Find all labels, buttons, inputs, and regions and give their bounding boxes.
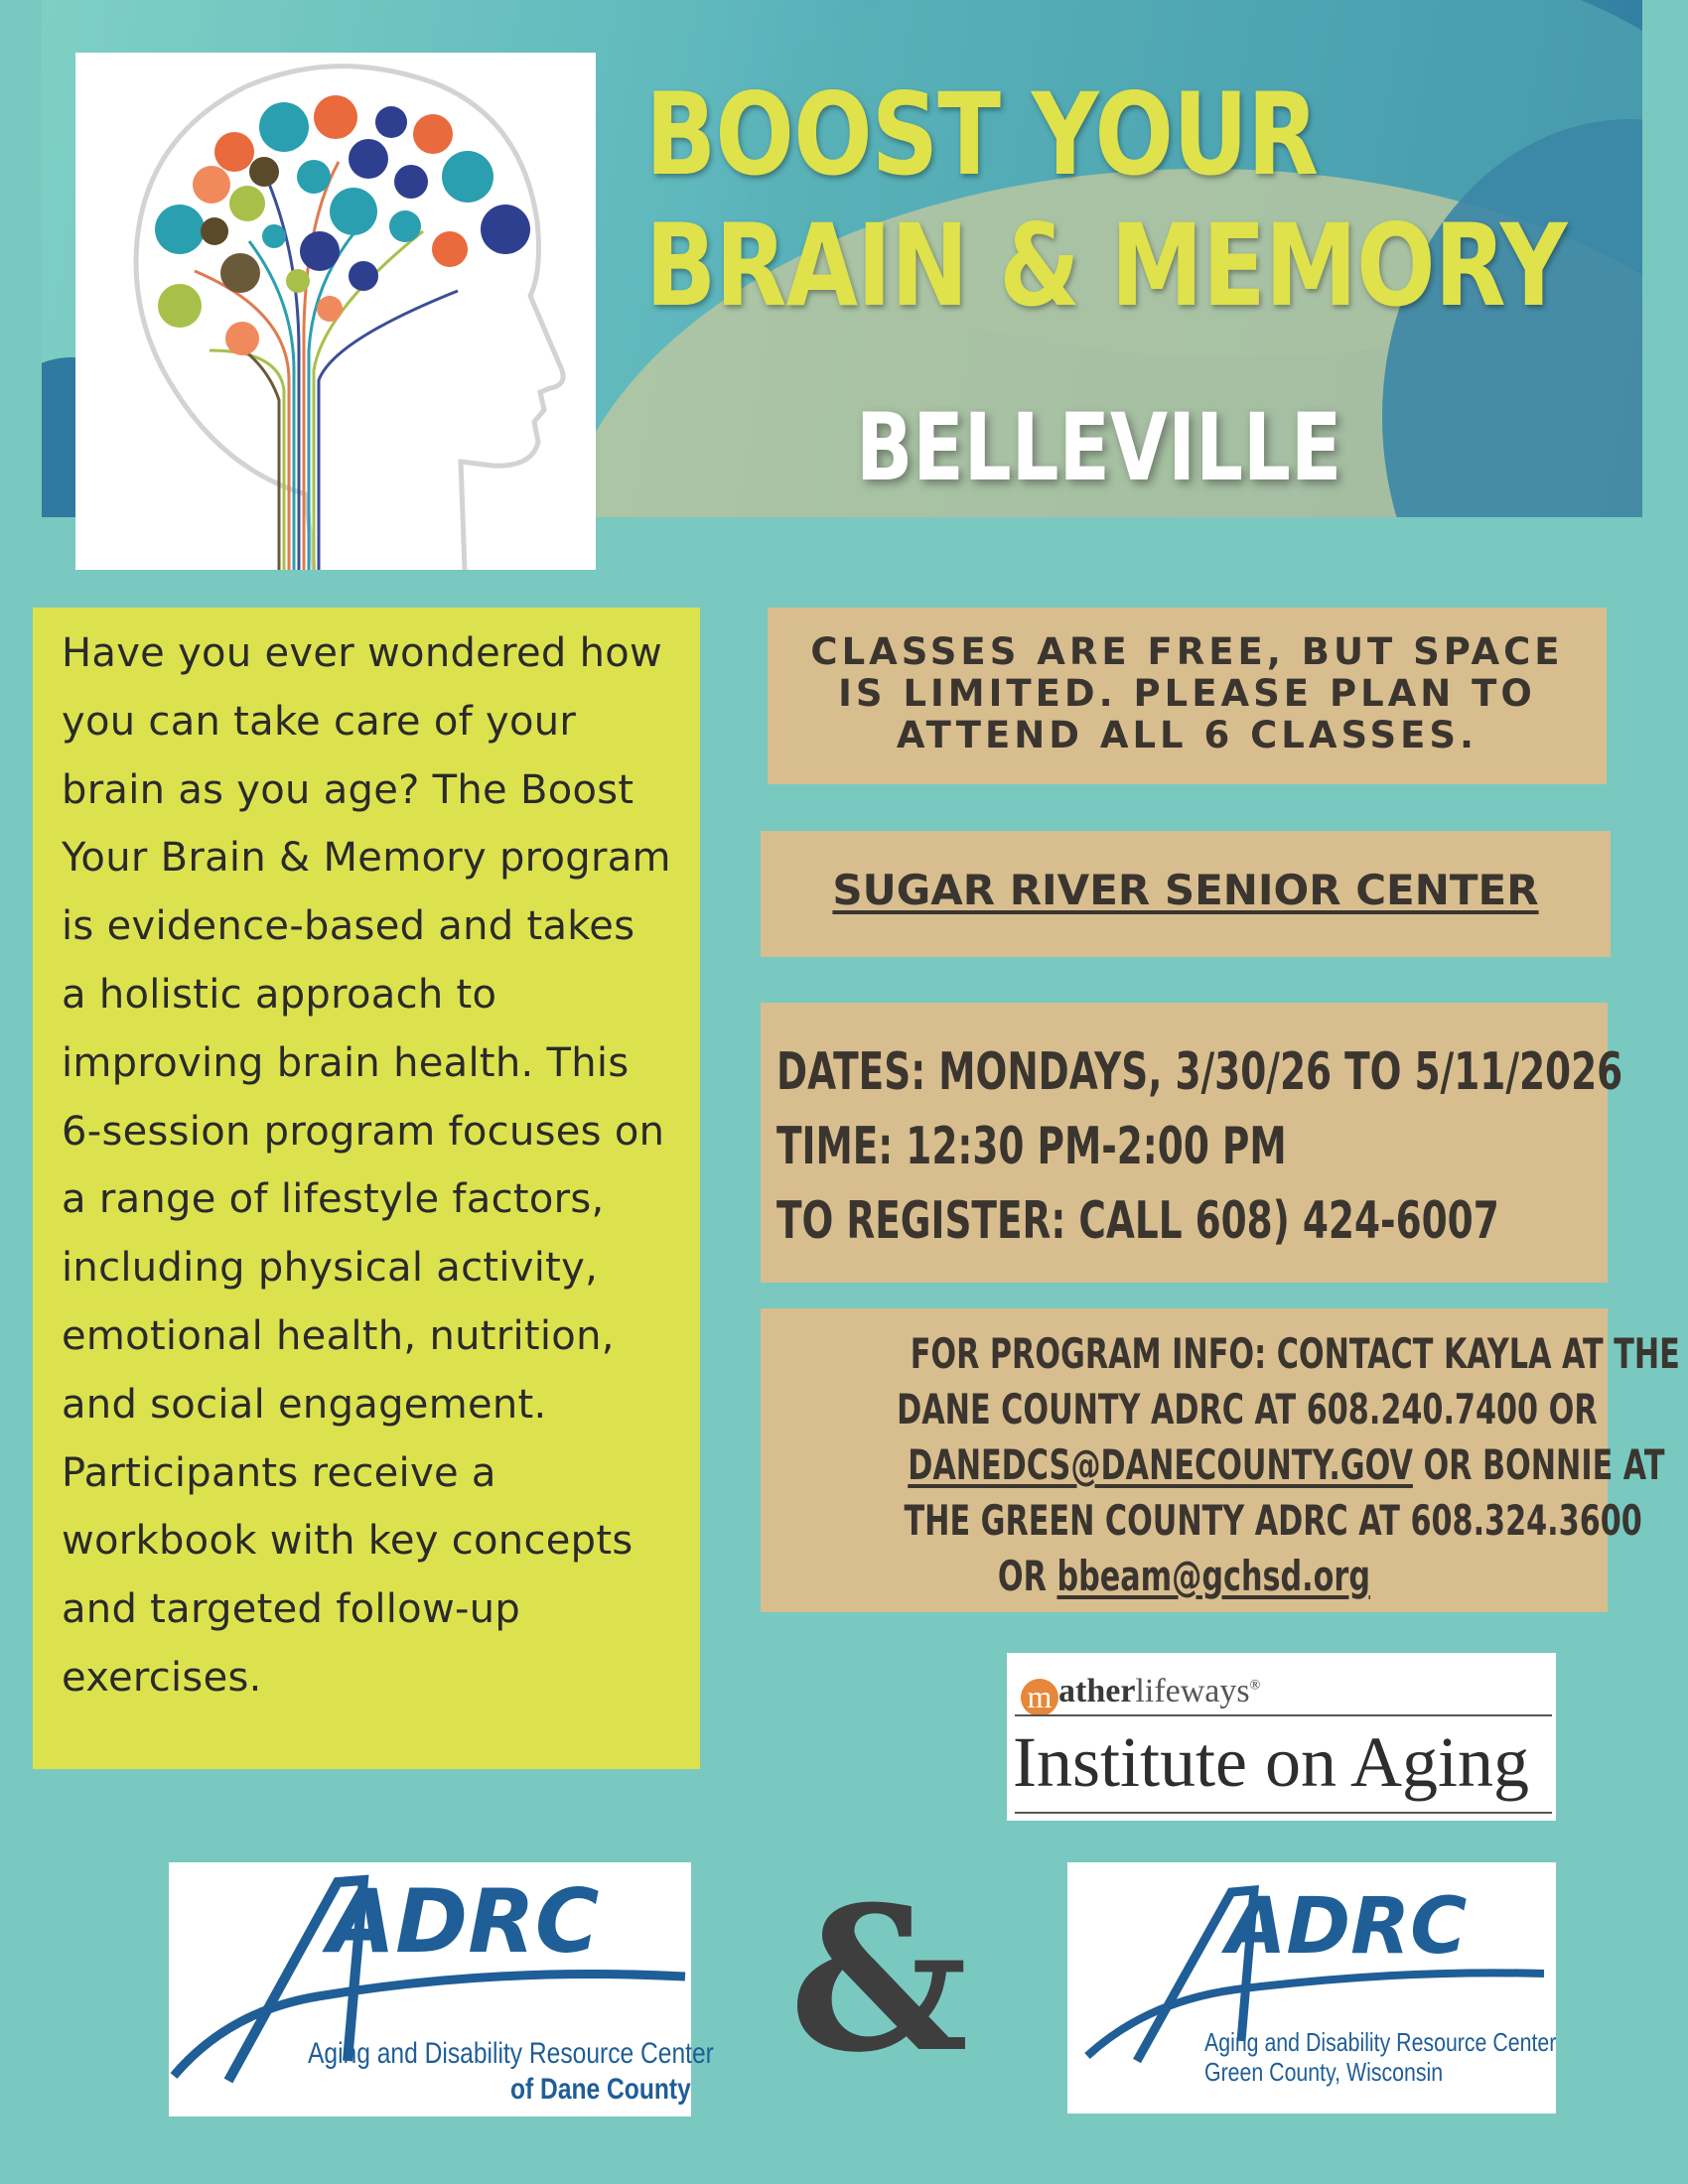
brain-tree-icon bbox=[75, 53, 596, 570]
contact-line-3: OR BONNIE AT bbox=[1412, 1440, 1665, 1489]
contact-line-5-prefix: OR bbox=[997, 1552, 1057, 1600]
venue-panel bbox=[761, 831, 1611, 957]
adrc-dane-subtitle: Aging and Disability Resource Center bbox=[308, 2037, 714, 2070]
schedule-time: TIME: 12:30 PM-2:00 PM bbox=[776, 1117, 1287, 1176]
contact-line-2: DANE COUNTY ADRC AT 608.240.7400 OR bbox=[897, 1385, 1598, 1433]
ampersand-symbol: & bbox=[789, 1863, 969, 2097]
schedule-dates: DATES: MONDAYS, 3/30/26 TO 5/11/2026 bbox=[776, 1042, 1623, 1102]
adrc-dane-wordmark: ADRC bbox=[328, 1870, 600, 1973]
adrc-green-subtitle: Aging and Disability Resource Center bbox=[1204, 2027, 1557, 2057]
contact-line-4: THE GREEN COUNTY ADRC AT 608.324.3600 bbox=[904, 1496, 1642, 1545]
mather-divider-bottom bbox=[1015, 1812, 1552, 1814]
schedule-panel bbox=[761, 1003, 1623, 1283]
adrc-dane-county-label: of Dane County bbox=[510, 2073, 691, 2106]
mather-brand: m atherlifeways® bbox=[1021, 1673, 1260, 1716]
dane-email-link[interactable]: DANEDCS@DANECOUNTY.GOV bbox=[908, 1440, 1413, 1489]
notice-panel bbox=[768, 608, 1607, 784]
location-title: BELLEVILLE bbox=[856, 394, 1342, 502]
adrc-dane-county-logo bbox=[169, 1862, 714, 2116]
intro-text: Have you ever wondered how you can take care of your brain as you age? The Boost Your Brain & Memory program is evidence-based and takes a holistic approach to improving brain health. This 6-session program focuses on a range of lifestyle factors, including physical activity, emotional health, nutrition, and social engagement. Participants receive a workbook with key concepts and targeted follow-up exercises. bbox=[62, 630, 671, 1701]
mather-lifeways-logo bbox=[1007, 1653, 1556, 1821]
headline-line-1: BOOST YOUR bbox=[645, 68, 1319, 201]
notice-text: CLASSES ARE FREE, BUT SPACE IS LIMITED. PLEASE PLAN TO ATTEND ALL 6 CLASSES. bbox=[810, 630, 1564, 756]
venue-name: SUGAR RIVER SENIOR CENTER bbox=[832, 866, 1539, 914]
adrc-green-county-label: Green County, Wisconsin bbox=[1204, 2057, 1444, 2087]
adrc-green-wordmark: ADRC bbox=[1226, 1882, 1468, 1972]
contact-panel bbox=[761, 1308, 1680, 1612]
contact-line-1: FOR PROGRAM INFO: CONTACT KAYLA AT THE bbox=[910, 1329, 1680, 1378]
headline bbox=[645, 69, 1567, 332]
schedule-register: TO REGISTER: CALL 608) 424-6007 bbox=[776, 1191, 1499, 1251]
green-email-link[interactable]: bbeam@gchsd.org bbox=[1056, 1552, 1371, 1600]
headline-line-2: BRAIN & MEMORY bbox=[645, 200, 1567, 332]
adrc-green-county-logo bbox=[1067, 1862, 1556, 2114]
intro-box bbox=[33, 608, 700, 1769]
mather-m-icon: m bbox=[1021, 1679, 1058, 1716]
institute-on-aging-text: Institute on Aging bbox=[1013, 1722, 1529, 1802]
